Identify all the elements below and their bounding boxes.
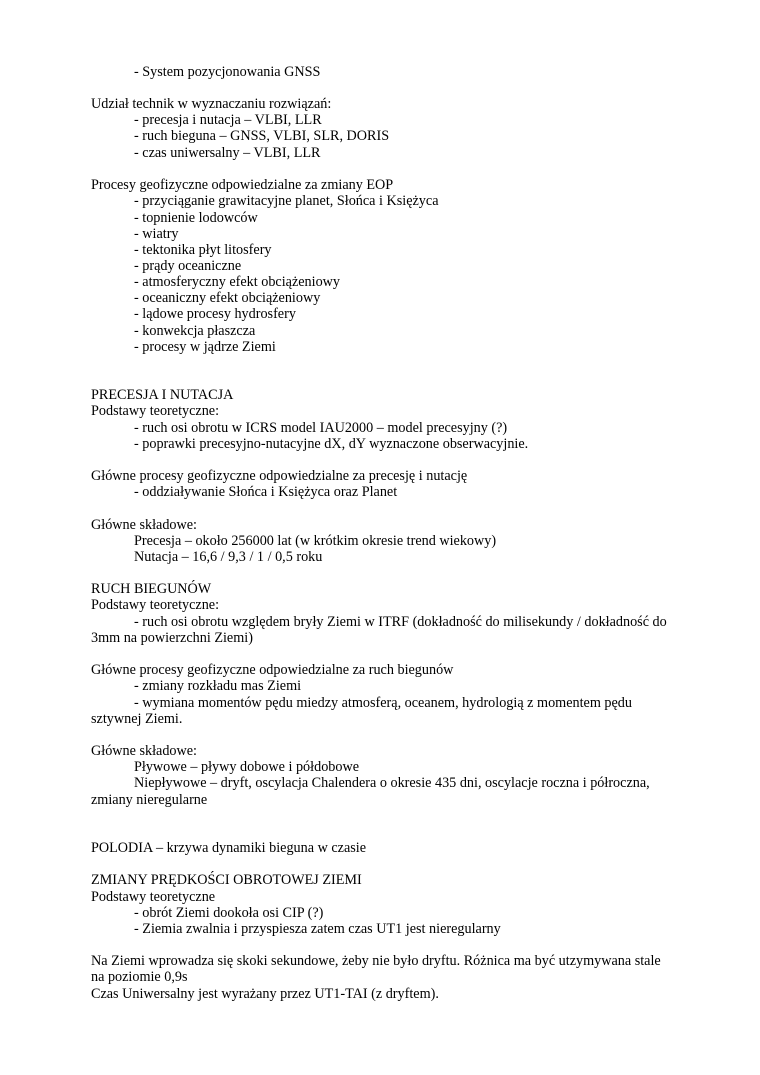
list-item: - zmiany rozkładu mas Ziemi bbox=[134, 678, 302, 694]
section-heading: RUCH BIEGUNÓW bbox=[91, 581, 212, 597]
list-item: - poprawki precesyjno-nutacyjne dX, dY wyznaczone obserwacyjnie. bbox=[134, 436, 529, 452]
text-line: Niepływowe – dryft, oscylacja Chalendera o okresie 435 dni, oscylacje roczna i półroczna, bbox=[134, 775, 650, 791]
text-line: Podstawy teoretyczne: bbox=[91, 403, 220, 419]
text-line: Na Ziemi wprowadza się skoki sekundowe, żeby nie było dryftu. Różnica ma być utzymywana stale bbox=[91, 953, 661, 969]
text-line: Podstawy teoretyczne: bbox=[91, 597, 220, 613]
list-item: - prądy oceaniczne bbox=[134, 258, 242, 274]
list-item: - lądowe procesy hydrosfery bbox=[134, 306, 296, 322]
text-line: - System pozycjonowania GNSS bbox=[134, 64, 321, 80]
list-item: - ruch osi obrotu względem bryły Ziemi w ITRF (dokładność do milisekundy / dokładność do bbox=[134, 614, 667, 630]
list-item: - obrót Ziemi dookoła osi CIP (?) bbox=[134, 905, 324, 921]
list-item: - ruch osi obrotu w ICRS model IAU2000 – model precesyjny (?) bbox=[134, 420, 508, 436]
text-line: Pływowe – pływy dobowe i półdobowe bbox=[134, 759, 360, 775]
list-item: - wiatry bbox=[134, 226, 179, 242]
text-line: na poziomie 0,9s bbox=[91, 969, 188, 985]
list-item: - ruch bieguna – GNSS, VLBI, SLR, DORIS bbox=[134, 128, 390, 144]
text-line: Główne procesy geofizyczne odpowiedzialne za precesję i nutację bbox=[91, 468, 468, 484]
text-line: Nutacja – 16,6 / 9,3 / 1 / 0,5 roku bbox=[134, 549, 323, 565]
list-item: - precesja i nutacja – VLBI, LLR bbox=[134, 112, 322, 128]
list-item: - topnienie lodowców bbox=[134, 210, 258, 226]
list-item: - oddziaływanie Słońca i Księżyca oraz Planet bbox=[134, 484, 398, 500]
section-heading: ZMIANY PRĘDKOŚCI OBROTOWEJ ZIEMI bbox=[91, 872, 362, 888]
text-line: Czas Uniwersalny jest wyrażany przez UT1-TAI (z dryftem). bbox=[91, 986, 439, 1002]
text-line: zmiany nieregularne bbox=[91, 792, 208, 808]
section-heading: PRECESJA I NUTACJA bbox=[91, 387, 234, 403]
list-item: - przyciąganie grawitacyjne planet, Słońca i Księżyca bbox=[134, 193, 439, 209]
list-item: - procesy w jądrze Ziemi bbox=[134, 339, 276, 355]
list-item: - oceaniczny efekt obciążeniowy bbox=[134, 290, 321, 306]
text-line: 3mm na powierzchni Ziemi) bbox=[91, 630, 253, 646]
list-item: - czas uniwersalny – VLBI, LLR bbox=[134, 145, 321, 161]
text-line: Główne składowe: bbox=[91, 743, 197, 759]
list-item: - konwekcja płaszcza bbox=[134, 323, 256, 339]
text-line: Procesy geofizyczne odpowiedzialne za zmiany EOP bbox=[91, 177, 394, 193]
text-line: Główne procesy geofizyczne odpowiedzialne za ruch biegunów bbox=[91, 662, 454, 678]
text-line: Podstawy teoretyczne bbox=[91, 889, 216, 905]
list-item: - tektonika płyt litosfery bbox=[134, 242, 272, 258]
text-line: Główne składowe: bbox=[91, 517, 197, 533]
list-item: - wymiana momentów pędu miedzy atmosferą, oceanem, hydrologią z momentem pędu bbox=[134, 695, 632, 711]
text-line: Udział technik w wyznaczaniu rozwiązań: bbox=[91, 96, 332, 112]
text-line: POLODIA – krzywa dynamiki bieguna w czasie bbox=[91, 840, 367, 856]
text-line: sztywnej Ziemi. bbox=[91, 711, 183, 727]
list-item: - atmosferyczny efekt obciążeniowy bbox=[134, 274, 341, 290]
text-line: Precesja – około 256000 lat (w krótkim okresie trend wiekowy) bbox=[134, 533, 497, 549]
list-item: - Ziemia zwalnia i przyspiesza zatem czas UT1 jest nieregularny bbox=[134, 921, 501, 937]
